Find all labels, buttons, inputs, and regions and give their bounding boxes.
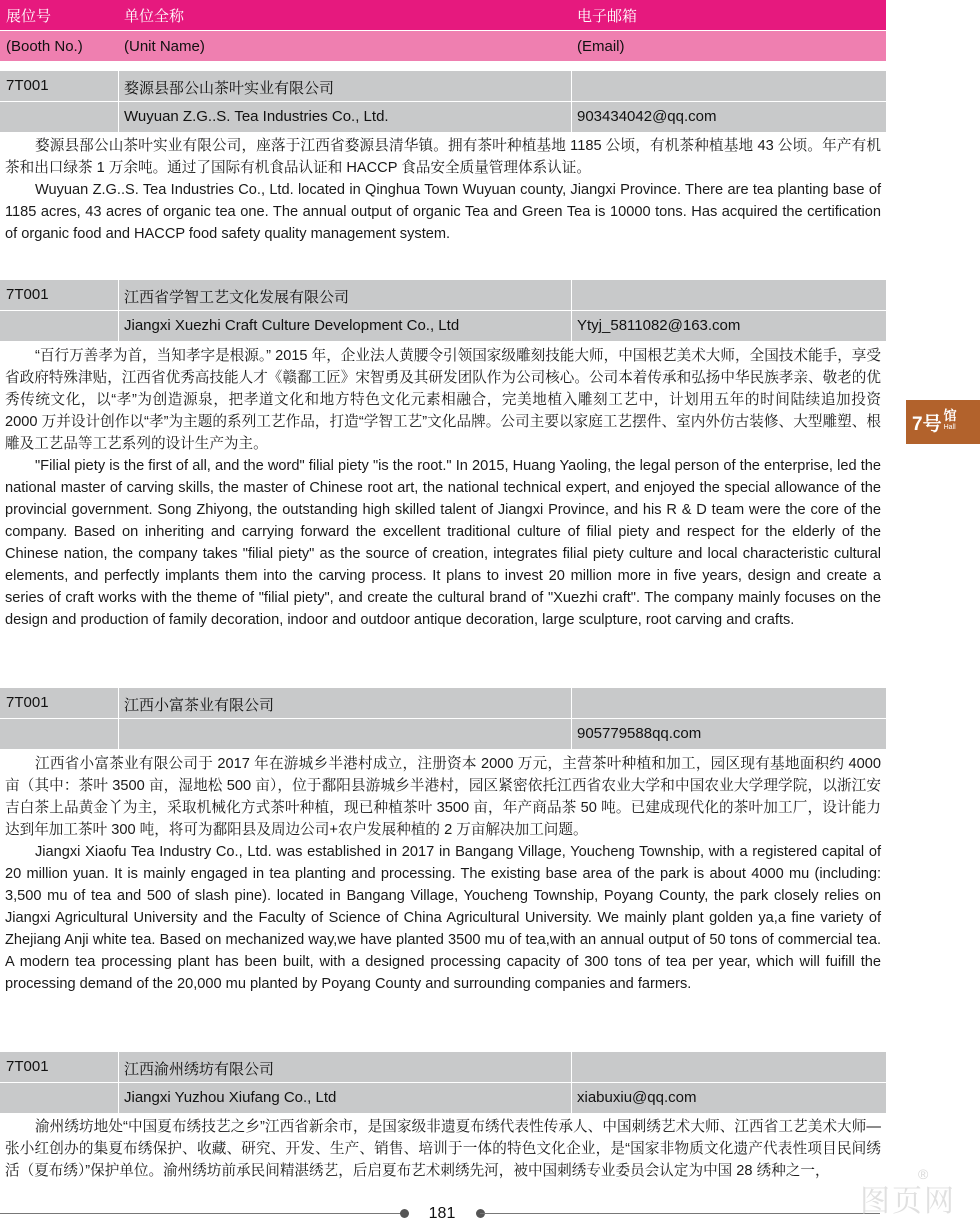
description-en: Wuyuan Z.G..S. Tea Industries Co., Ltd. located in Qinghua Town Wuyuan county, Jiangxi Province. There are tea planting base of 1185 acres, 43 acres of organic tea one. The annual output of organic Tea and Green Tea is 10000 tons. Has acquired the certification of organic food and HACCP food safety quality management system. (5, 182, 881, 242)
page-number: 181 (428, 1205, 456, 1222)
description-en: Jiangxi Xiaofu Tea Industry Co., Ltd. was established in 2017 in Bangang Village, Youcheng Township, with a registered capital of 20 million yuan. It is mainly engaged in tea planting and processing. The existing base area of the park is about 4000 mu (including: 3,500 mu of tea and 500 of slash pine). located in Bangang Village, Youcheng Township, Poyang County, the park closely relies on Jiangxi Agricultural University and the Faculty of Science of China Agricultural University. We mainly plant golden ya,a fine variety of Zhejiang Anji white tea. Based on mechanized way,we have planted 3500 mu of tea,with an annual output of 50 tons of commercial tea. A modern tea processing plant has been built, with a designed processing capacity of 300 tons of tea per year, which will fuifill the processing demand of the 20,000 mu planted by Poyang County and surrounding companies and farmers. (5, 844, 881, 992)
company-name-cn: 江西渝州绣坊有限公司 (124, 1061, 275, 1078)
description-cn: 渝州绣坊地处“中国夏布绣技艺之乡”江西省新余市，是国家级非遗夏布绣代表性传承人、中国刺绣艺术大师、江西省工艺美术大师—张小红创办的集夏布绣保护、收藏、研究、开发、生产、销售、培训于一体的特色文化企业，是“国家非物质文化遗产代表性项目民间绣活（夏布绣）”保护单位。渝州绣坊前承民间精湛绣艺，后启夏布艺术刺绣先河，被中国刺绣专业委员会认定为中国 28 绣种之一， (5, 1119, 881, 1179)
header-booth-cn: 展位号 (6, 7, 52, 25)
entry-row-cn (0, 688, 886, 718)
table-header-en (0, 31, 886, 61)
booth-number: 7T001 (6, 77, 49, 94)
footer-dot-left (400, 1209, 409, 1218)
company-description (5, 1116, 881, 1182)
description-en: "Filial piety is the first of all, and the word" filial piety "is the root." In 2015, Huang Yaoling, the legal person of the enterprise, led the national master of carving skills, the master of Chinese root art, the national technical expert, and enjoyed the special allowance of the provincial government. Song Zhiyong, the outstanding high skilled talent of Jiangxi Province, and his R & D team were the core of the company. Based on inheriting and carrying forward the excellent traditional culture of filial piety and respect for the elderly of the Chinese nation, the company takes "filial piety" as the source of creation, integrates filial piety culture and local characteristic cultural elements, and perfectly implants them into the carving process. It plans to invest 20 million more in five years, design and create a series of craft works with the theme of "filial piety", and create the cultural brand of "Xuezhi craft". The company mainly focuses on the design and production of family decoration, indoor and outdoor antique decoration, large sculpture, root carving and crafts. (5, 458, 881, 628)
description-cn: 江西省小富茶业有限公司于 2017 年在游城乡半港村成立，注册资本 2000 万元，主营茶叶种植和加工，园区现有基地面积约 4000 亩（其中：茶叶 3500 亩，湿地松 500 亩），位于鄱阳县游城乡半港村，园区紧密依托江西省农业大学和中国农业大学理学院，以浙江安吉白茶上品黄金丫为主，采取机械化方式茶叶种植，现已种植茶叶 3500 亩，年产商品茶 50 吨。已建成现代化的茶叶加工厂，设计能力达到年加工茶叶 300 吨，将可为鄱阳县及周边公司+农户发展种植的 2 万亩解决加工问题。 (5, 756, 881, 838)
header-email-cn: 电子邮箱 (577, 7, 638, 25)
hall-side-tab (906, 400, 980, 444)
header-unit-cn: 单位全称 (124, 7, 185, 25)
entry-row-en (0, 311, 886, 341)
entry-row-en (0, 719, 886, 749)
hall-label (944, 410, 957, 434)
description-cn: “百行万善孝为首，当知孝字是根源。” 2015 年，企业法人黄腰令引领国家级雕刻技能大师，中国根艺美术大师，全国技术能手，享受省政府特殊津贴，江西省优秀高技能人才《赣鄱工匠》宋智勇及其研发团队作为公司核心。公司本着传承和弘扬中华民族孝亲、敬老的优秀传统文化，以“孝”为创造源泉，把孝道文化和地方特色文化元素相融合，完美地植入雕刻工艺中，计划用五年的时间陆续追加投资 2000 万并设计创作以“孝”为主题的系列工艺作品，打造“学智工艺”文化品牌。公司主要以家庭工艺摆件、室内外仿古装修、大型雕塑、根雕及工艺品等工艺系列的设计生产为主。 (5, 348, 881, 452)
company-name-cn: 江西小富茶业有限公司 (124, 697, 275, 714)
entry-row-cn (0, 280, 886, 310)
company-name-en: Jiangxi Yuzhou Xiufang Co., Ltd (124, 1089, 337, 1106)
company-description (5, 345, 881, 631)
company-name-en: Jiangxi Xuezhi Craft Culture Development Co., Ltd (124, 317, 460, 334)
watermark-registered-mark: ® (918, 1166, 929, 1182)
company-description (5, 135, 881, 245)
company-email[interactable]: 905779588qq.com (577, 725, 702, 742)
booth-number: 7T001 (6, 286, 49, 303)
description-cn: 婺源县郚公山茶叶实业有限公司，座落于江西省婺源县清华镇。拥有茶叶种植基地 1185 公顷，有机茶种植基地 43 公顷。年产有机茶和出口绿茶 1 万余吨。通过了国际有机食品认证和 HACCP 食品安全质量管理体系认证。 (5, 138, 881, 176)
entry-row-en (0, 102, 886, 132)
header-unit-en: (Unit Name) (124, 37, 205, 55)
company-name-cn: 江西省学智工艺文化发展有限公司 (124, 289, 350, 306)
hall-number: 7号 (912, 413, 942, 435)
company-description (5, 753, 881, 995)
company-email[interactable]: 903434042@qq.com (577, 108, 717, 125)
hall-label-en: Hall (943, 424, 956, 431)
footer-rule-left (0, 1213, 404, 1214)
company-name-en: Wuyuan Z.G..S. Tea Industries Co., Ltd. (124, 108, 389, 125)
booth-number: 7T001 (6, 1058, 49, 1075)
entry-row-cn (0, 71, 886, 101)
watermark: 图页网 (860, 1184, 956, 1219)
entry-row-cn (0, 1052, 886, 1082)
hall-label-cn: 馆 (943, 408, 957, 423)
booth-number: 7T001 (6, 694, 49, 711)
footer-rule-right (480, 1213, 880, 1214)
table-header-cn (0, 0, 886, 30)
company-email[interactable]: Ytyj_5811082@163.com (577, 317, 741, 334)
entry-row-en (0, 1083, 886, 1113)
header-email-en: (Email) (577, 37, 625, 55)
header-booth-en: (Booth No.) (6, 37, 83, 55)
company-email[interactable]: xiabuxiu@qq.com (577, 1089, 697, 1106)
company-name-cn: 婺源县郚公山茶叶实业有限公司 (124, 80, 335, 97)
